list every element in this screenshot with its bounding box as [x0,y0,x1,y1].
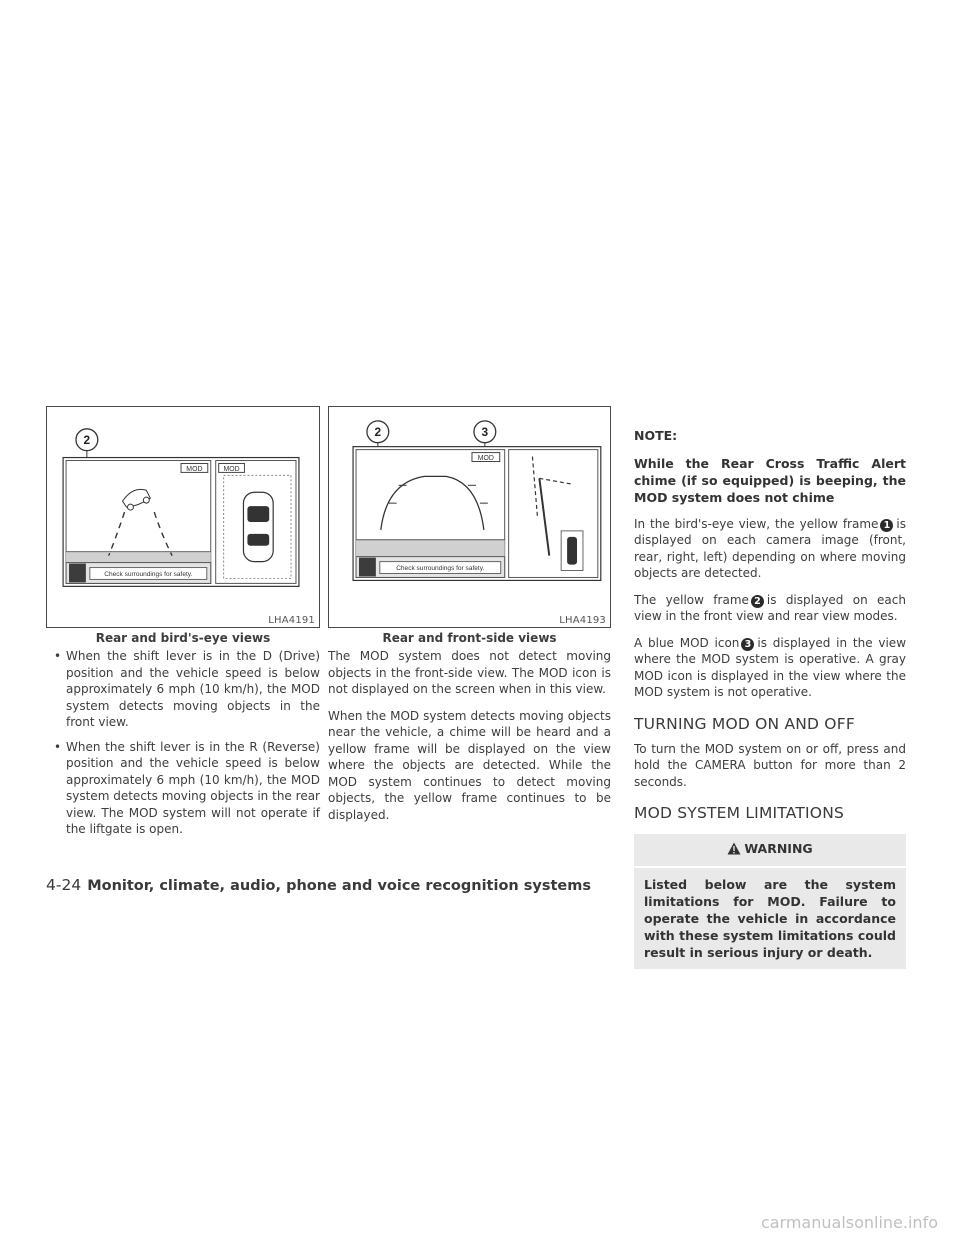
figure-code: LHA4193 [559,615,606,626]
svg-text:MOD: MOD [186,465,203,473]
paragraph: When the MOD system detects moving objects near the vehicle, a chime will be heard and a yellow frame will be displayed on the view where the objects are detected. While the MOD system continues to detect moving objects, the yellow frame continues to be displayed. [328,708,611,822]
middle-column [328,648,611,833]
right-column [634,428,906,969]
page-footer [46,876,591,894]
bullet-list [46,648,320,838]
watermark: carmanualsonline.info [760,1213,938,1232]
page-number: 4-24 [46,876,82,894]
callout-2: 2 [83,433,91,448]
warning-box [634,834,906,969]
figure-caption: Rear and bird's-eye views [95,631,271,645]
section-title: Monitor, climate, audio, phone and voice recognition systems [87,878,591,894]
left-column [46,648,320,846]
warning-triangle-icon [727,842,741,860]
svg-text:Check surroundings for safety.: Check surroundings for safety. [396,565,485,573]
figure-rear-frontside [328,406,611,628]
paragraph: In the bird's-eye view, the yellow frame 1 is displayed on each camera image (front, rear, right, left) depending on where moving objects are detected. [634,516,906,580]
callout-1: 1 [880,519,893,532]
callout-2: 2 [751,595,764,608]
figure-caption: Rear and front-side views [382,631,557,645]
warning-title: WARNING [744,841,813,856]
callout-3: 3 [741,638,754,651]
warning-header [634,834,906,868]
svg-text:Check surroundings for safety.: Check surroundings for safety. [104,570,193,578]
note-title: NOTE: [634,428,678,443]
figure-rear-birdseye [46,406,320,628]
section-heading: TURNING MOD ON AND OFF [634,714,855,733]
paragraph: The MOD system does not detect moving objects in the front-side view. The MOD icon is not displayed on the screen when in this view. [328,649,611,696]
paragraph: A blue MOD icon 3 is displayed in the view where the MOD system is operative. A gray MOD icon is displayed in the view where the MOD system is not operative. [634,635,907,699]
list-item: • When the shift lever is in the R (Reverse) position and the vehicle speed is below approximately 6 mph (10 km/h), the MOD system detects moving objects in the rear view. The MOD system will not operate if the liftgate is open. [46,739,320,838]
svg-text:MOD: MOD [477,455,494,463]
section-heading: MOD SYSTEM LIMITATIONS [634,804,845,822]
callout-2: 2 [374,425,382,440]
callout-3: 3 [481,425,489,440]
warning-text: Listed below are the system limitations for MOD. Failure to operate the vehicle in accordance with these system limitations could result in serious injury or death. [644,876,896,960]
note-text: While the Rear Cross Traffic Alert chime (if so equipped) is beeping, the MOD system does not chime [634,455,906,505]
paragraph: To turn the MOD system on or off, press and hold the CAMERA button for more than 2 seconds. [634,741,906,789]
rear-birdseye-illustration [47,407,319,627]
rear-frontside-illustration [329,407,610,627]
figure-code: LHA4191 [268,615,315,626]
list-item: • When the shift lever is in the D (Drive) position and the vehicle speed is below approximately 6 mph (10 km/h), the MOD system detects moving objects in the front view. [46,648,320,731]
svg-text:MOD: MOD [223,465,240,473]
paragraph: The yellow frame 2 is displayed on each view in the front view and rear view modes. [634,592,906,623]
